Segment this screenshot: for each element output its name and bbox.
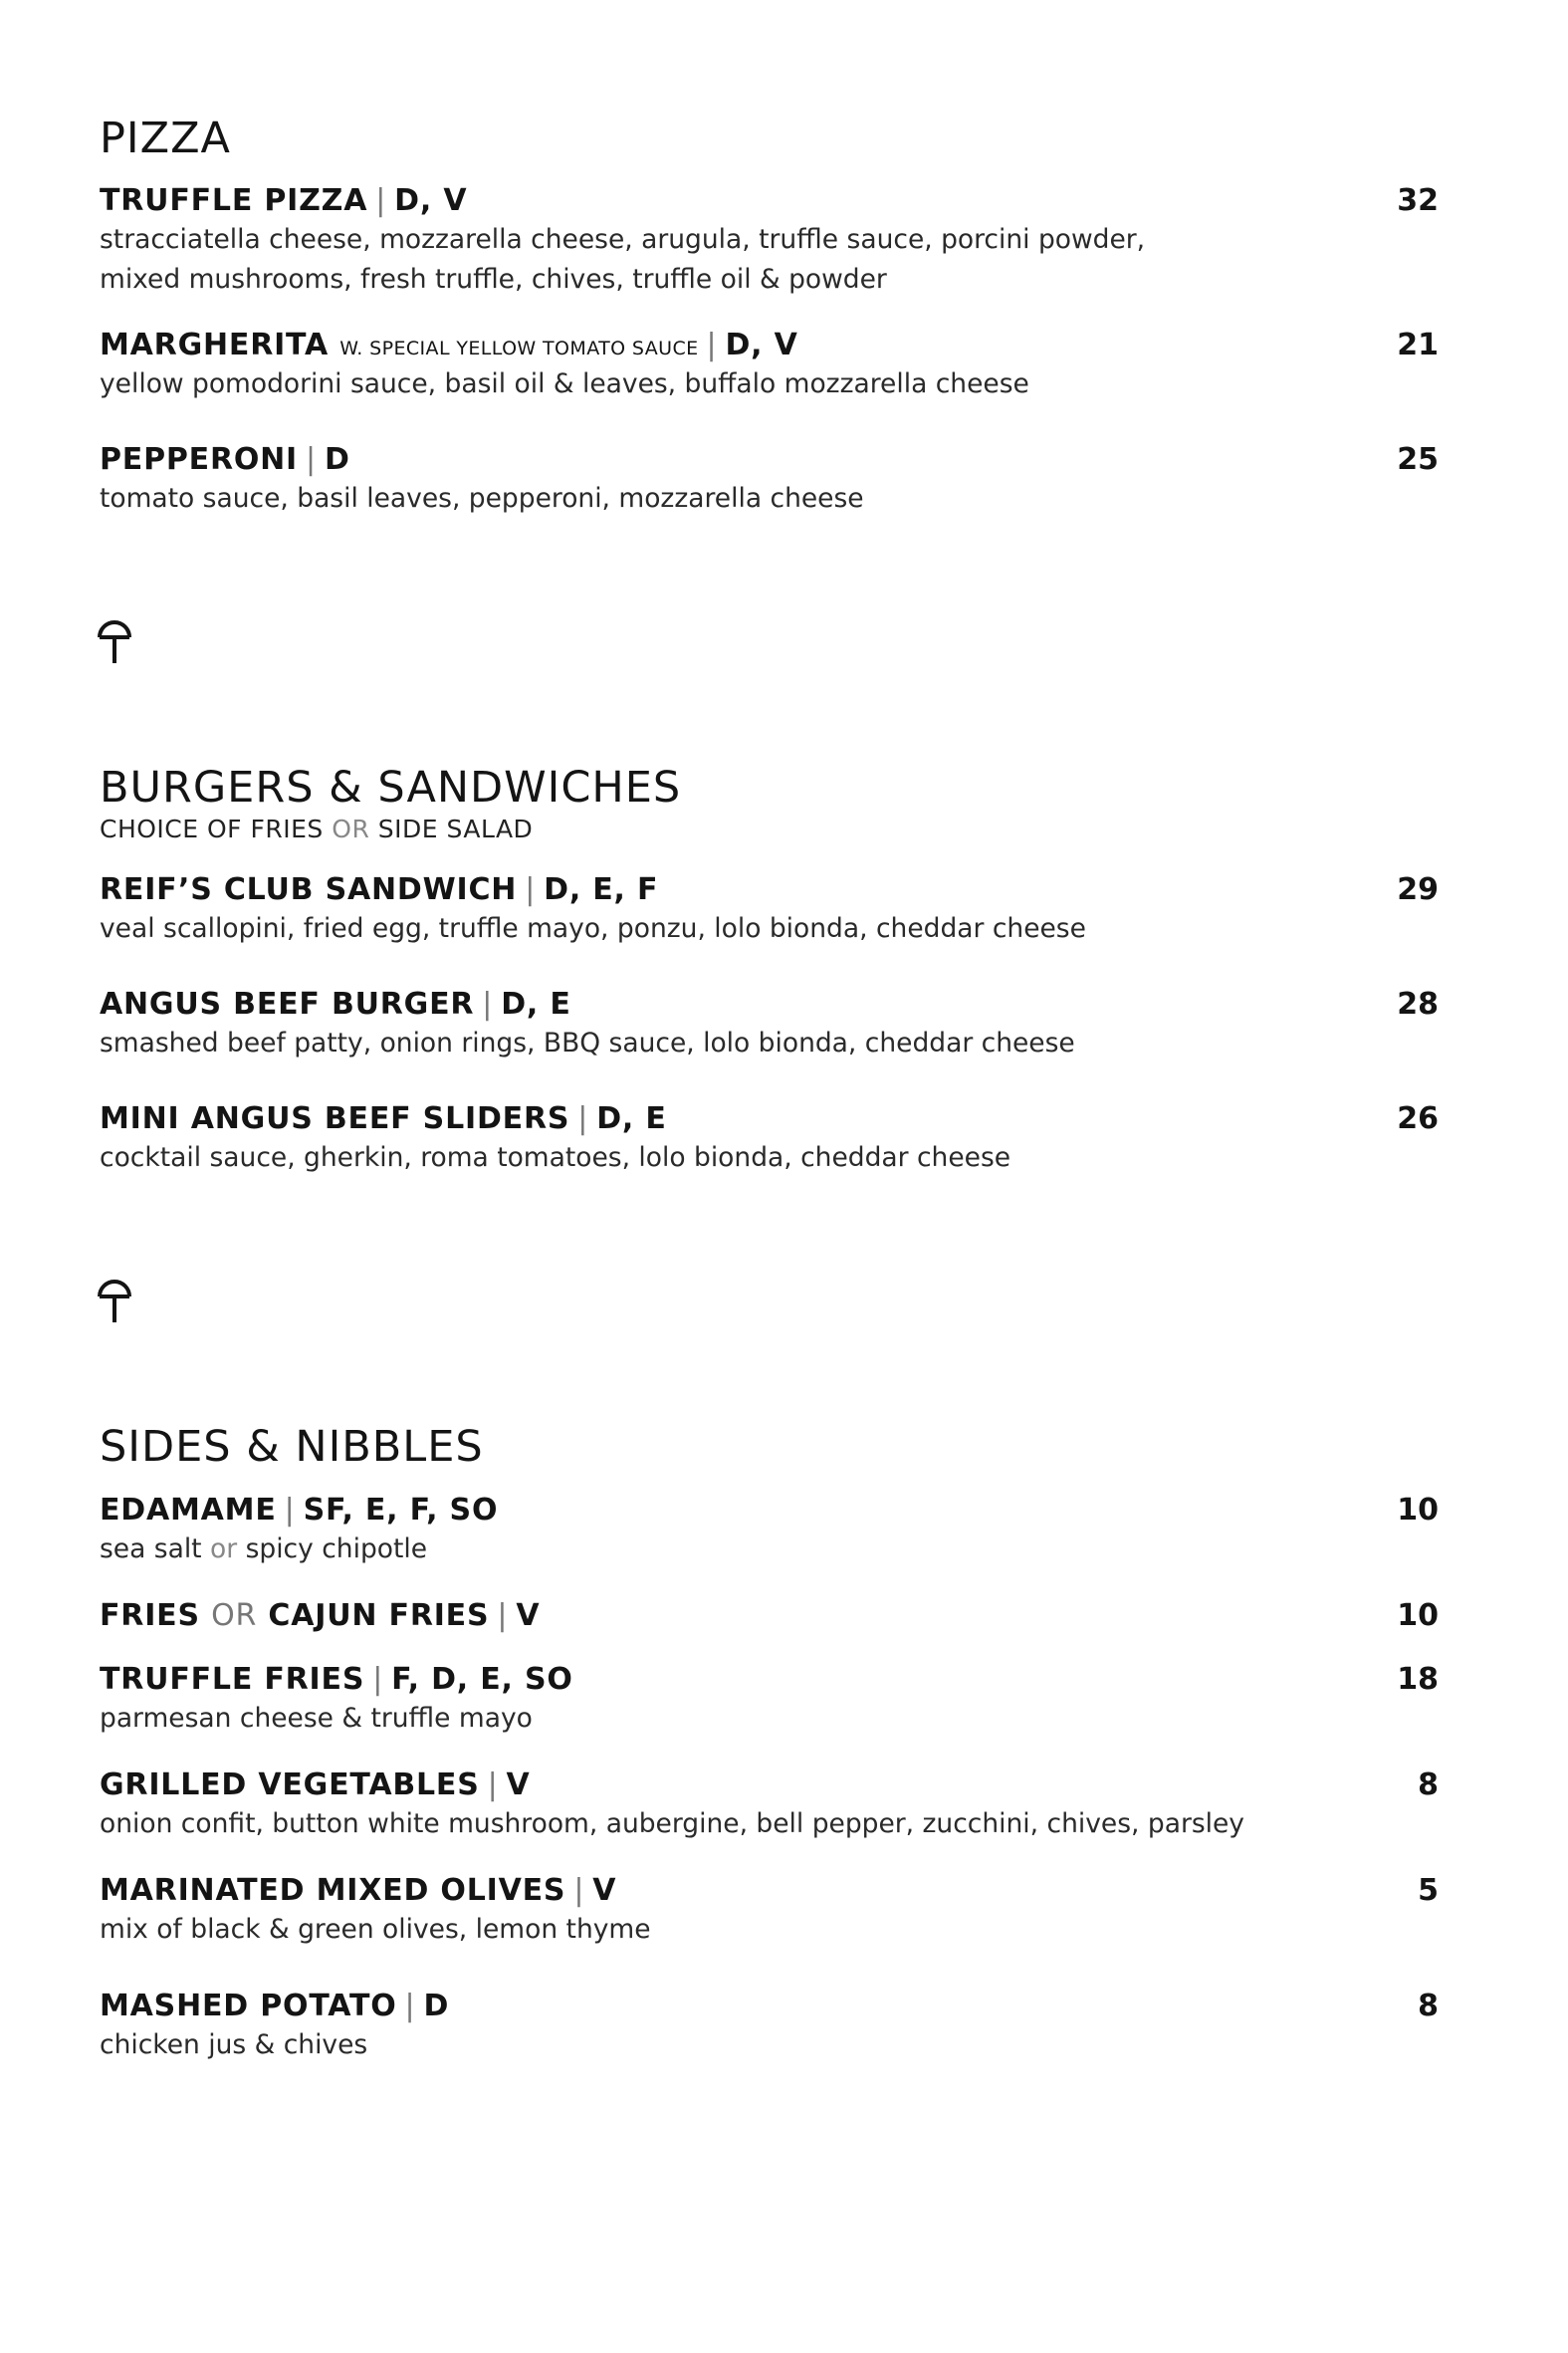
item-description: mix of black & green olives, lemon thyme (100, 1914, 651, 1945)
item-price: 10 (1397, 1493, 1439, 1528)
item-price: 26 (1397, 1101, 1439, 1136)
item-price: 5 (1418, 1873, 1439, 1908)
item-price: 21 (1397, 328, 1439, 362)
item-name: MINI ANGUS BEEF SLIDERS | D, E (100, 1101, 667, 1136)
section-title-pizza: PIZZA (100, 114, 231, 163)
item-price: 25 (1397, 442, 1439, 477)
item-description: tomato sauce, basil leaves, pepperoni, mozzarella cheese (100, 483, 864, 514)
menu-item (100, 872, 1439, 949)
item-name: TRUFFLE FRIES | F, D, E, SO (100, 1662, 573, 1697)
menu-item (100, 1662, 1439, 1739)
item-description: cocktail sauce, gherkin, roma tomatoes, lolo bionda, cheddar cheese (100, 1142, 1011, 1173)
item-name: MASHED POTATO | D (100, 1989, 450, 2023)
item-price: 18 (1397, 1662, 1439, 1697)
menu-item (100, 1493, 1439, 1569)
item-name: EDAMAME | SF, E, F, SO (100, 1493, 499, 1528)
item-price: 8 (1418, 1989, 1439, 2023)
item-description: sea salt or spicy chipotle (100, 1533, 428, 1564)
item-description: onion confit, button white mushroom, aubergine, bell pepper, zucchini, chives, parsley (100, 1808, 1244, 1839)
mushroom-logo-icon (97, 619, 132, 665)
section-subtitle: CHOICE OF FRIES OR SIDE SALAD (100, 815, 534, 843)
item-description: parmesan cheese & truffle mayo (100, 1703, 533, 1734)
item-name: MARGHERITA W. SPECIAL YELLOW TOMATO SAUCE | D, V (100, 328, 798, 362)
item-name: FRIES OR CAJUN FRIES | V (100, 1598, 541, 1633)
item-description: chicken jus & chives (100, 2029, 368, 2060)
menu-item (100, 442, 1439, 519)
item-price: 29 (1397, 872, 1439, 907)
item-description: yellow pomodorini sauce, basil oil & leaves, buffalo mozzarella cheese (100, 368, 1029, 399)
menu-item (100, 1767, 1439, 1844)
item-name: ANGUS BEEF BURGER | D, E (100, 987, 571, 1022)
item-price: 8 (1418, 1767, 1439, 1802)
item-price: 28 (1397, 987, 1439, 1022)
menu-item (100, 1101, 1439, 1178)
menu-item (100, 328, 1439, 404)
section-title-sides: SIDES & NIBBLES (100, 1422, 484, 1472)
mushroom-logo-icon (97, 1279, 132, 1324)
menu-item (100, 1598, 1439, 1633)
item-description: smashed beef patty, onion rings, BBQ sauce, lolo bionda, cheddar cheese (100, 1028, 1075, 1059)
section-title-burgers: BURGERS & SANDWICHES (100, 763, 682, 813)
item-name: REIF’S CLUB SANDWICH | D, E, F (100, 872, 659, 907)
menu-item (100, 1989, 1439, 2065)
item-description: veal scallopini, fried egg, truffle mayo, ponzu, lolo bionda, cheddar cheese (100, 913, 1086, 944)
item-name: PEPPERONI | D (100, 442, 350, 477)
item-name: GRILLED VEGETABLES | V (100, 1767, 531, 1802)
item-name: TRUFFLE PIZZA | D, V (100, 183, 468, 218)
menu-item (100, 183, 1439, 300)
item-name: MARINATED MIXED OLIVES | V (100, 1873, 617, 1908)
item-price: 10 (1397, 1598, 1439, 1633)
item-price: 32 (1397, 183, 1439, 218)
menu-item (100, 987, 1439, 1063)
menu-item (100, 1873, 1439, 1950)
item-description: stracciatella cheese, mozzarella cheese, arugula, truffle sauce, porcini powder, mixed mushrooms, fresh truffle, chives, truffle oil & powder (100, 224, 1146, 295)
